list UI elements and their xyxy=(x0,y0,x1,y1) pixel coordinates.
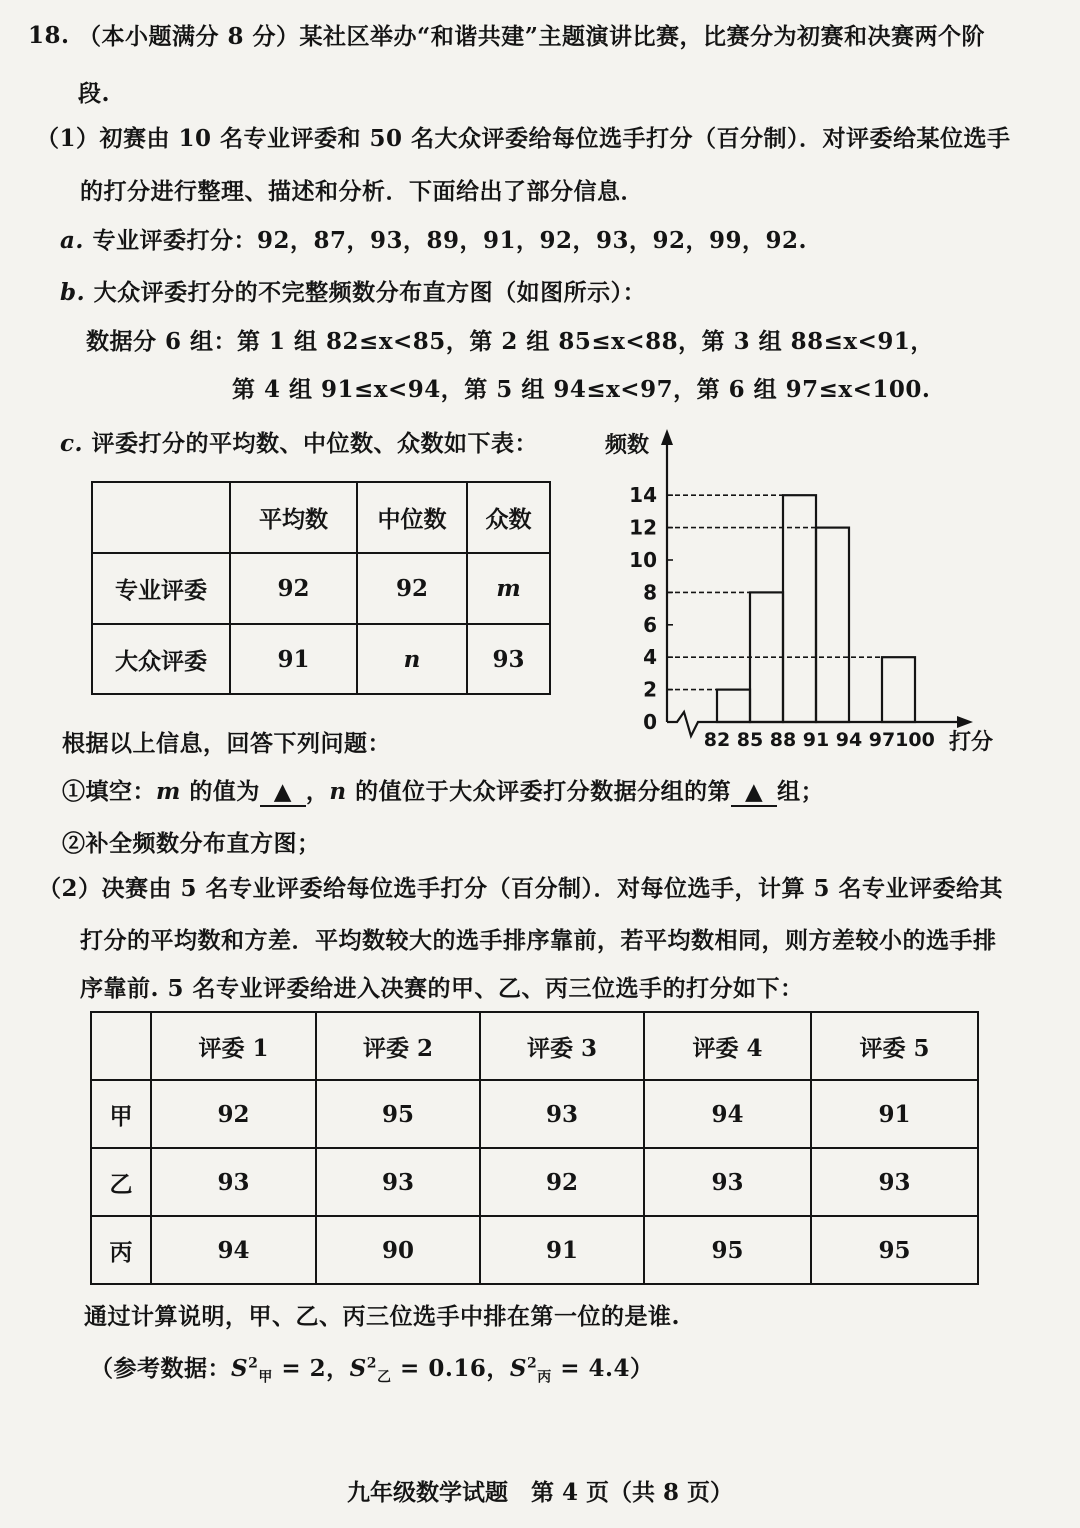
x-tick-label: 82 xyxy=(703,729,731,751)
x-tick-label: 85 xyxy=(736,729,764,751)
stats-cell: 92 xyxy=(230,553,357,624)
x-tick-label: 88 xyxy=(769,729,797,751)
stats-cell: m xyxy=(467,553,550,624)
score-cell: 95 xyxy=(811,1216,978,1284)
info-c-label: c. xyxy=(60,430,84,457)
score-cell: 93 xyxy=(316,1148,480,1216)
stats-header-cell: 众数 xyxy=(467,482,550,553)
x-tick-label: 91 xyxy=(802,729,830,751)
stats-header-cell xyxy=(92,482,230,553)
score-header-cell: 评委 4 xyxy=(644,1012,811,1080)
var-m: m xyxy=(156,778,181,805)
x-tick-label: 94 xyxy=(835,729,863,751)
info-a-text: 专业评委打分：92，87，93，89，91，92，93，92，99，92. xyxy=(92,227,808,254)
question-intro-cont: 段. xyxy=(78,80,111,107)
score-row-jia xyxy=(91,1080,978,1148)
stats-cell: 93 xyxy=(467,624,550,694)
y-tick-label: 12 xyxy=(629,515,657,540)
info-b-text: 大众评委打分的不完整频数分布直方图（如图所示）： xyxy=(93,279,647,306)
score-row-yi xyxy=(91,1148,978,1216)
ref-s: S xyxy=(231,1355,249,1382)
stats-cell: 91 xyxy=(230,624,357,694)
score-cell: 94 xyxy=(644,1080,811,1148)
groups-line-1: 数据分 6 组：第 1 组 82≤x<85，第 2 组 85≤x<88，第 3 组 88≤x<91， xyxy=(86,328,934,355)
stats-header-cell: 中位数 xyxy=(357,482,467,553)
answer-prompt: 根据以上信息，回答下列问题： xyxy=(62,730,391,757)
score-cell: 93 xyxy=(644,1148,811,1216)
y-tick-label: 6 xyxy=(643,612,657,637)
ref-s: S xyxy=(509,1355,527,1382)
ref-close: ） xyxy=(630,1355,654,1382)
x-axis-arrow xyxy=(957,716,973,728)
histogram-bar xyxy=(882,657,915,722)
y-tick-label: 2 xyxy=(643,677,657,702)
score-row-bing xyxy=(91,1216,978,1284)
ref-open: （参考数据： xyxy=(90,1355,231,1382)
score-cell: 甲 xyxy=(91,1080,151,1148)
info-c-text: 评委打分的平均数、中位数、众数如下表： xyxy=(91,430,539,457)
ref-sq: 2 xyxy=(526,1355,538,1372)
score-cell: 91 xyxy=(480,1216,644,1284)
score-header-cell: 评委 2 xyxy=(316,1012,480,1080)
score-header-row xyxy=(91,1012,978,1080)
fill-q-comma: ， xyxy=(305,778,330,805)
stats-row xyxy=(92,624,550,694)
ref-sq: 2 xyxy=(366,1355,378,1372)
stats-table xyxy=(91,481,551,695)
info-b xyxy=(60,274,646,307)
part1-line2: 的打分进行整理、描述和分析．下面给出了部分信息． xyxy=(80,178,644,205)
info-c xyxy=(60,425,538,458)
answer-blank-m: ▲ xyxy=(260,778,306,807)
stats-cell: n xyxy=(357,624,467,694)
score-cell: 95 xyxy=(644,1216,811,1284)
part1-line1: （1）初赛由 10 名专业评委和 50 名大众评委给每位选手打分（百分制）．对评委给某位选手 xyxy=(36,125,1011,152)
score-header-cell: 评委 3 xyxy=(480,1012,644,1080)
page-footer: 九年级数学试题 第 4 页（共 8 页） xyxy=(346,1479,734,1506)
info-a-label: a. xyxy=(60,227,84,254)
groups-line-2: 第 4 组 91≤x<94，第 5 组 94≤x<97，第 6 组 97≤x<100. xyxy=(232,376,931,403)
stats-cell: 大众评委 xyxy=(92,624,230,694)
score-cell: 93 xyxy=(811,1148,978,1216)
var-n: n xyxy=(329,778,347,805)
ref-yi: 乙 xyxy=(377,1369,392,1386)
stats-header-row xyxy=(92,482,550,553)
stats-cell: 专业评委 xyxy=(92,553,230,624)
y-tick-label: 4 xyxy=(643,645,657,670)
part2-line3: 序靠前. 5 名专业评委给进入决赛的甲、乙、丙三位选手的打分如下： xyxy=(80,975,804,1002)
info-a xyxy=(60,222,807,255)
fill-q-label: ①填空： xyxy=(62,778,156,805)
part2-line2: 打分的平均数和方差．平均数较大的选手排序靠前，若平均数相同，则方差较小的选手排 xyxy=(80,927,997,954)
fill-in-question xyxy=(62,773,824,807)
histogram-bar xyxy=(717,690,750,722)
question-intro: （本小题满分 8 分）某社区举办“和谐共建”主题演讲比赛，比赛分为初赛和决赛两个阶 xyxy=(78,23,985,50)
y-tick-label: 14 xyxy=(629,483,657,508)
y-tick-label: 8 xyxy=(643,580,657,605)
ref-jia-val: = 2， xyxy=(272,1355,350,1382)
fill-q-text-2: 的值位于大众评委打分数据分组的第 xyxy=(346,778,732,805)
ref-s: S xyxy=(349,1355,367,1382)
reference-data xyxy=(90,1350,654,1387)
histogram-bar xyxy=(816,528,849,722)
x-tick-label: 97 xyxy=(868,729,896,751)
score-cell: 90 xyxy=(316,1216,480,1284)
stats-row xyxy=(92,553,550,624)
ref-jia: 甲 xyxy=(258,1369,273,1386)
score-cell: 95 xyxy=(316,1080,480,1148)
score-header-cell: 评委 5 xyxy=(811,1012,978,1080)
score-cell: 94 xyxy=(151,1216,316,1284)
fill-q-end: 组； xyxy=(777,778,825,805)
y-axis-label: 频数 xyxy=(605,433,650,458)
part2-line1: （2）决赛由 5 名专业评委给每位选手打分（百分制）．对每位选手，计算 5 名专业评委给其 xyxy=(38,875,1004,902)
question-number: 18. xyxy=(28,22,70,49)
histogram-bar xyxy=(783,495,816,722)
info-b-label: b. xyxy=(60,279,86,306)
y-axis-arrow xyxy=(661,429,673,445)
x-axis-label: 打分 xyxy=(948,730,994,755)
complete-histogram-question: ②补全频数分布直方图； xyxy=(62,830,321,857)
ref-yi-val: = 0.16， xyxy=(391,1355,510,1382)
answer-blank-n: ▲ xyxy=(731,778,777,807)
score-cell: 乙 xyxy=(91,1148,151,1216)
score-header-cell: 评委 1 xyxy=(151,1012,316,1080)
y-tick-label: 0 xyxy=(643,710,657,734)
frequency-histogram xyxy=(585,425,1020,755)
score-cell: 丙 xyxy=(91,1216,151,1284)
fill-q-text: 的值为 xyxy=(180,778,260,805)
ref-sq: 2 xyxy=(248,1355,259,1372)
ref-bing: 丙 xyxy=(537,1369,552,1386)
score-cell: 93 xyxy=(151,1148,316,1216)
score-cell: 93 xyxy=(480,1080,644,1148)
score-cell: 91 xyxy=(811,1080,978,1148)
score-header-cell xyxy=(91,1012,151,1080)
score-table xyxy=(90,1011,979,1285)
stats-header-cell: 平均数 xyxy=(230,482,357,553)
stats-cell: 92 xyxy=(357,553,467,624)
score-cell: 92 xyxy=(151,1080,316,1148)
score-cell: 92 xyxy=(480,1148,644,1216)
y-tick-label: 10 xyxy=(629,548,657,572)
x-tick-label: 100 xyxy=(895,729,935,751)
part2-question: 通过计算说明，甲、乙、丙三位选手中排在第一位的是谁. xyxy=(84,1303,681,1330)
ref-bing-val: = 4.4 xyxy=(551,1355,631,1382)
